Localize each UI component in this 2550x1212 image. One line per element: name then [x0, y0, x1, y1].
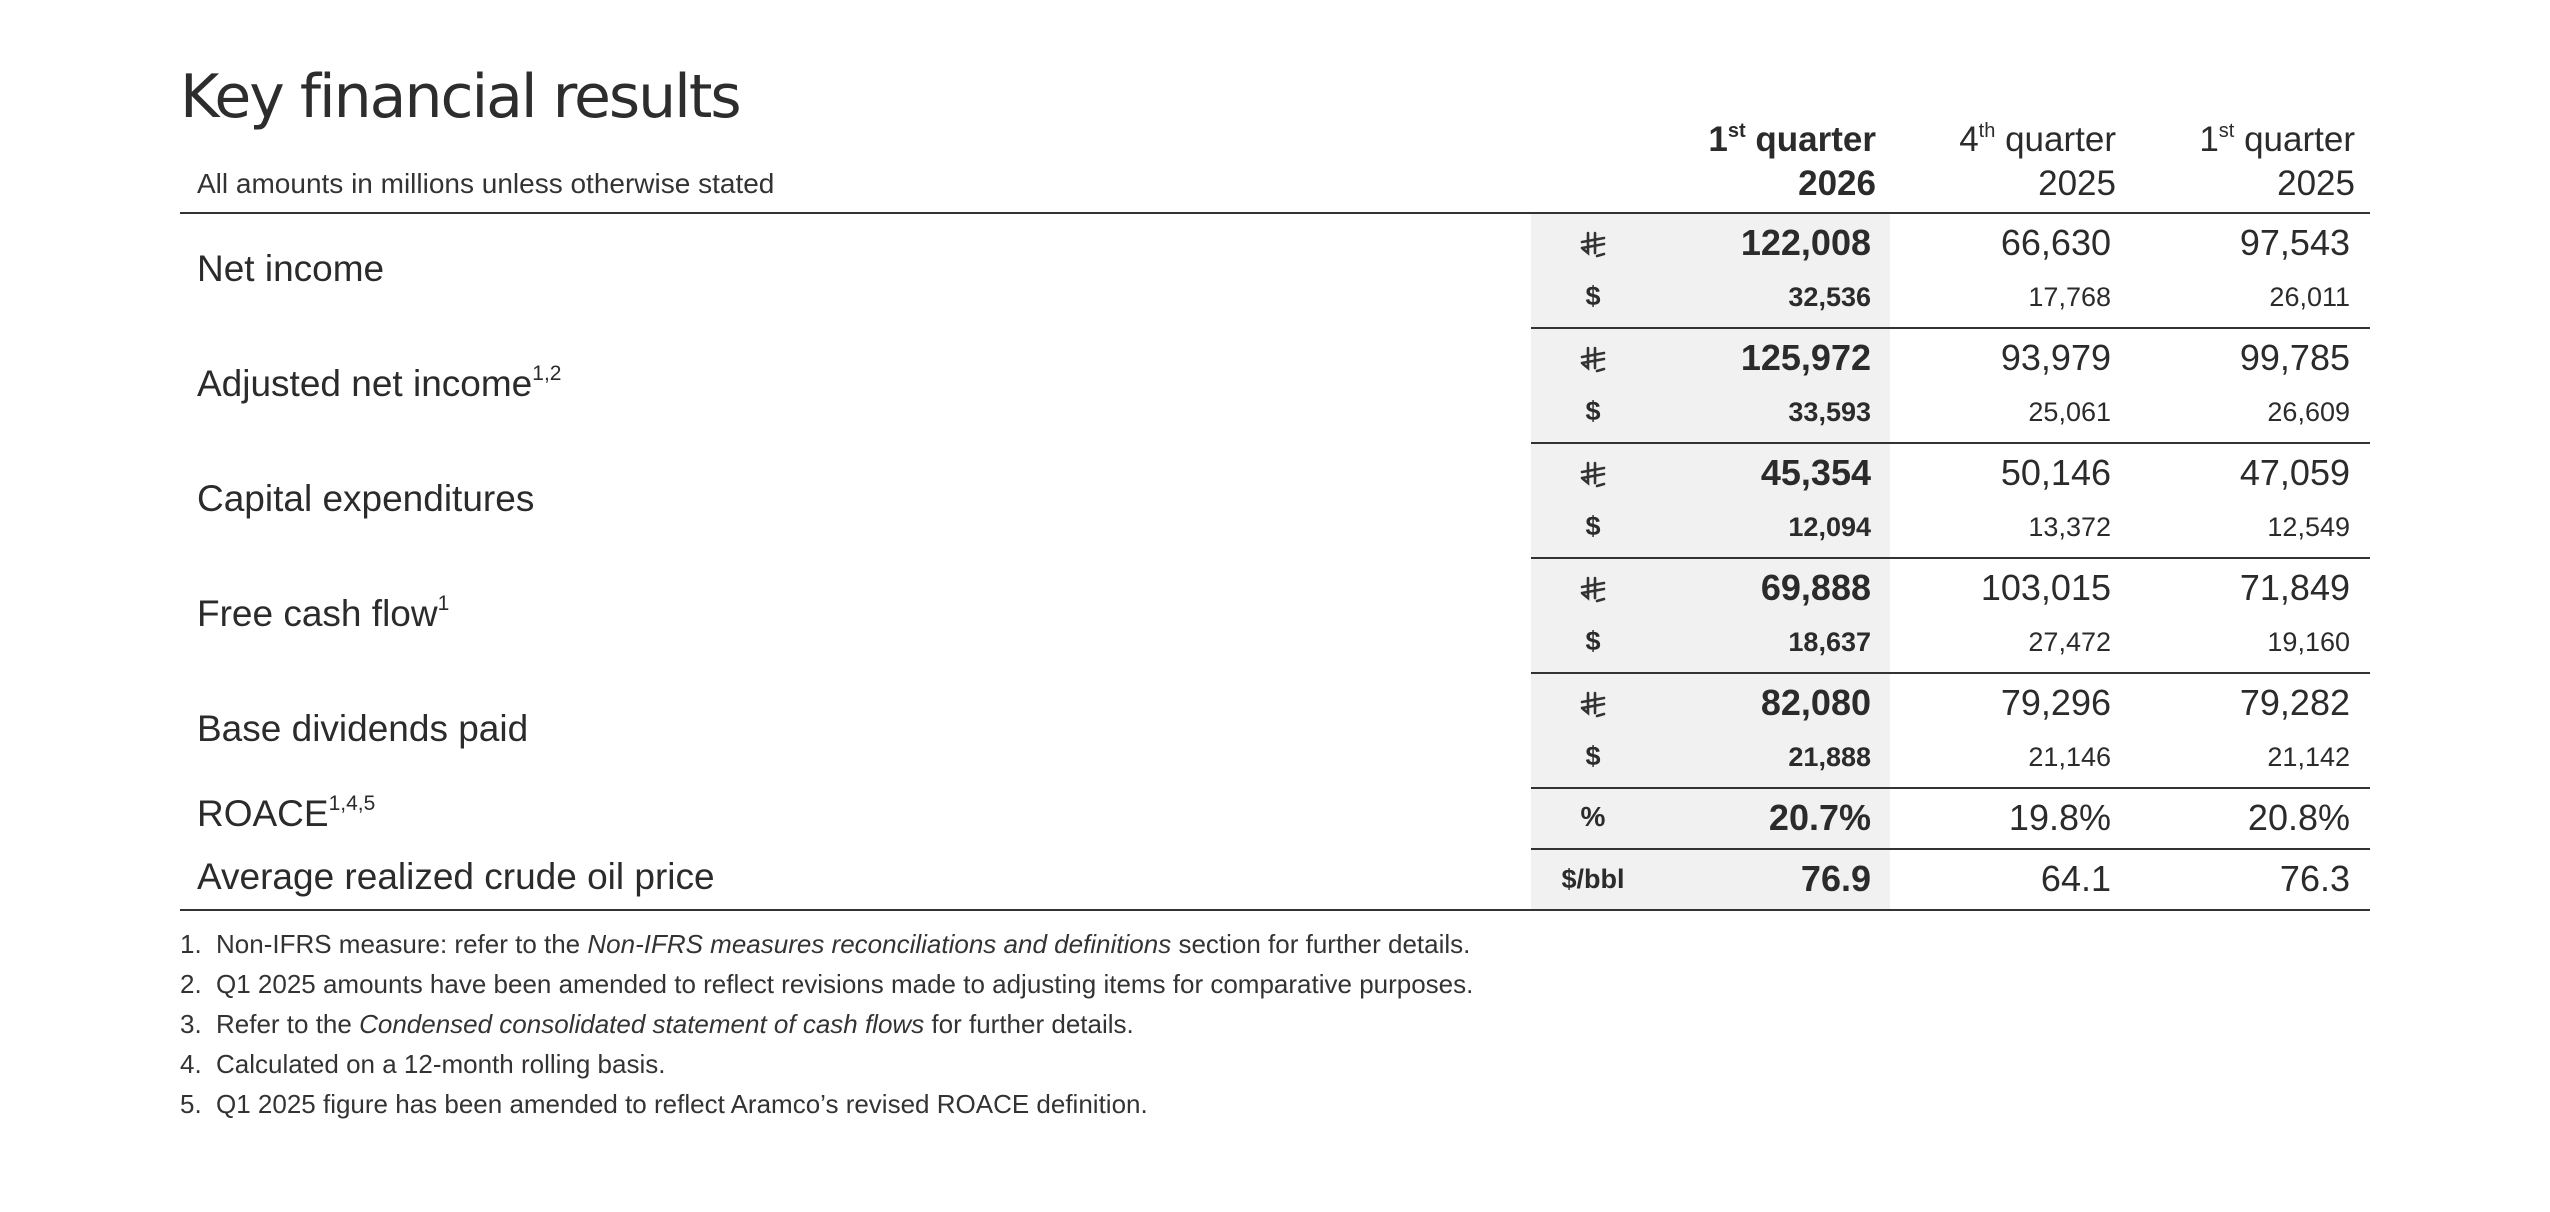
- row-divider: [1531, 327, 2370, 329]
- column-header-current-quarter: 1st quarter 2026: [1708, 120, 1876, 203]
- row-label: Net income: [197, 248, 385, 289]
- usd-value-current-quarter: 12,094: [1788, 512, 1871, 542]
- column-header-prior-year-quarter: 1st quarter 2025: [2199, 120, 2355, 203]
- usd-value-prior-year-quarter: 12,549: [2267, 512, 2350, 542]
- dollar-unit: $: [1585, 626, 1601, 656]
- row-label: Base dividends paid: [197, 708, 529, 749]
- usd-value-current-quarter: 18,637: [1788, 627, 1871, 657]
- roace-prior-year-quarter: 20.8%: [2247, 797, 2350, 838]
- dollar-unit: $: [1585, 396, 1601, 426]
- oil-price-prior-quarter: 64.1: [2040, 858, 2111, 899]
- riyal-value-prior-quarter: 79,296: [2000, 682, 2111, 723]
- footnote-text: Non-IFRS measure: refer to the: [216, 929, 588, 959]
- oil-price-current-quarter: 76.9: [1800, 858, 1871, 899]
- riyal-value-current-quarter: 45,354: [1760, 452, 1871, 493]
- usd-value-prior-year-quarter: 26,011: [2269, 282, 2350, 312]
- riyal-value-prior-year-quarter: 97,543: [2239, 222, 2350, 263]
- footnote: [180, 1084, 1473, 1124]
- row-divider: [1531, 557, 2370, 559]
- usd-value-current-quarter: 32,536: [1788, 282, 1871, 312]
- row-divider: [1531, 848, 2370, 850]
- footnote-reference: Condensed consolidated statement of cash flows: [359, 1009, 925, 1039]
- riyal-value-prior-year-quarter: 47,059: [2239, 452, 2350, 493]
- riyal-value-current-quarter: 122,008: [1740, 222, 1871, 263]
- footnote-text: Q1 2025 figure has been amended to reflect Aramco’s revised ROACE definition.: [216, 1089, 1148, 1119]
- footnote-number: 5.: [180, 1089, 202, 1119]
- footnotes: [180, 924, 1473, 1124]
- riyal-value-prior-year-quarter: 71,849: [2239, 567, 2350, 608]
- footnote: [180, 924, 1473, 964]
- footnote: [180, 964, 1473, 1004]
- header-divider: [180, 212, 2370, 214]
- row-divider: [1531, 672, 2370, 674]
- riyal-value-prior-quarter: 103,015: [1980, 567, 2111, 608]
- riyal-value-current-quarter: 125,972: [1740, 337, 1871, 378]
- riyal-value-prior-quarter: 50,146: [2000, 452, 2111, 493]
- footnote-text: Refer to the: [216, 1009, 360, 1039]
- unit-dollars-per-barrel: $/bbl: [1561, 864, 1625, 894]
- footnote-text-end: section for further details.: [1171, 929, 1471, 959]
- riyal-value-current-quarter: 82,080: [1760, 682, 1871, 723]
- footnote-number: 4.: [180, 1049, 202, 1079]
- roace-prior-quarter: 19.8%: [2008, 797, 2111, 838]
- riyal-value-prior-quarter: 93,979: [2000, 337, 2111, 378]
- usd-value-prior-quarter: 27,472: [2028, 627, 2111, 657]
- usd-value-prior-year-quarter: 26,609: [2267, 397, 2350, 427]
- row-label: Capital expenditures: [197, 478, 535, 519]
- usd-value-prior-quarter: 17,768: [2028, 282, 2111, 312]
- riyal-value-prior-year-quarter: 79,282: [2239, 682, 2350, 723]
- roace-current-quarter: 20.7%: [1768, 797, 1871, 838]
- footnote-reference: Non-IFRS measures reconciliations and definitions: [587, 929, 1172, 959]
- table-bottom-rule: [180, 909, 2370, 911]
- footnote-text-end: for further details.: [924, 1009, 1134, 1039]
- unit-percent: %: [1580, 801, 1606, 832]
- footnote-text: Calculated on a 12-month rolling basis.: [216, 1049, 666, 1079]
- footnote-text: Q1 2025 amounts have been amended to reflect revisions made to adjusting items for comparative purposes.: [216, 969, 1474, 999]
- row-divider: [1531, 442, 2370, 444]
- dollar-unit: $: [1585, 281, 1601, 311]
- column-header-prior-quarter: 4th quarter 2025: [1959, 120, 2116, 203]
- usd-value-prior-quarter: 13,372: [2028, 512, 2111, 542]
- riyal-value-prior-quarter: 66,630: [2000, 222, 2111, 263]
- usd-value-prior-quarter: 25,061: [2028, 397, 2111, 427]
- footnote: [180, 1004, 1473, 1044]
- riyal-value-prior-year-quarter: 99,785: [2239, 337, 2350, 378]
- usd-value-prior-quarter: 21,146: [2028, 742, 2111, 772]
- row-label: Adjusted net income$^{1,2}$: [197, 362, 562, 404]
- oil-price-prior-year-quarter: 76.3: [2279, 858, 2350, 899]
- usd-value-prior-year-quarter: 21,142: [2267, 742, 2350, 772]
- table-subtitle: All amounts in millions unless otherwise stated: [197, 168, 775, 199]
- row-label-oil-price: Average realized crude oil price: [197, 856, 715, 897]
- row-divider: [1531, 787, 2370, 789]
- footnote-number: 1.: [180, 929, 202, 959]
- row-label: Free cash flow$^1$: [197, 592, 450, 634]
- riyal-value-current-quarter: 69,888: [1760, 567, 1871, 608]
- usd-value-current-quarter: 21,888: [1788, 742, 1871, 772]
- dollar-unit: $: [1585, 511, 1601, 541]
- row-label-roace: ROACE$^{1,4,5}$: [197, 792, 376, 834]
- footnote-number: 3.: [180, 1009, 202, 1039]
- footnote-number: 2.: [180, 969, 202, 999]
- usd-value-current-quarter: 33,593: [1788, 397, 1871, 427]
- usd-value-prior-year-quarter: 19,160: [2267, 627, 2350, 657]
- page-title: Key financial results: [180, 62, 740, 132]
- dollar-unit: $: [1585, 741, 1601, 771]
- footnote: [180, 1044, 1473, 1084]
